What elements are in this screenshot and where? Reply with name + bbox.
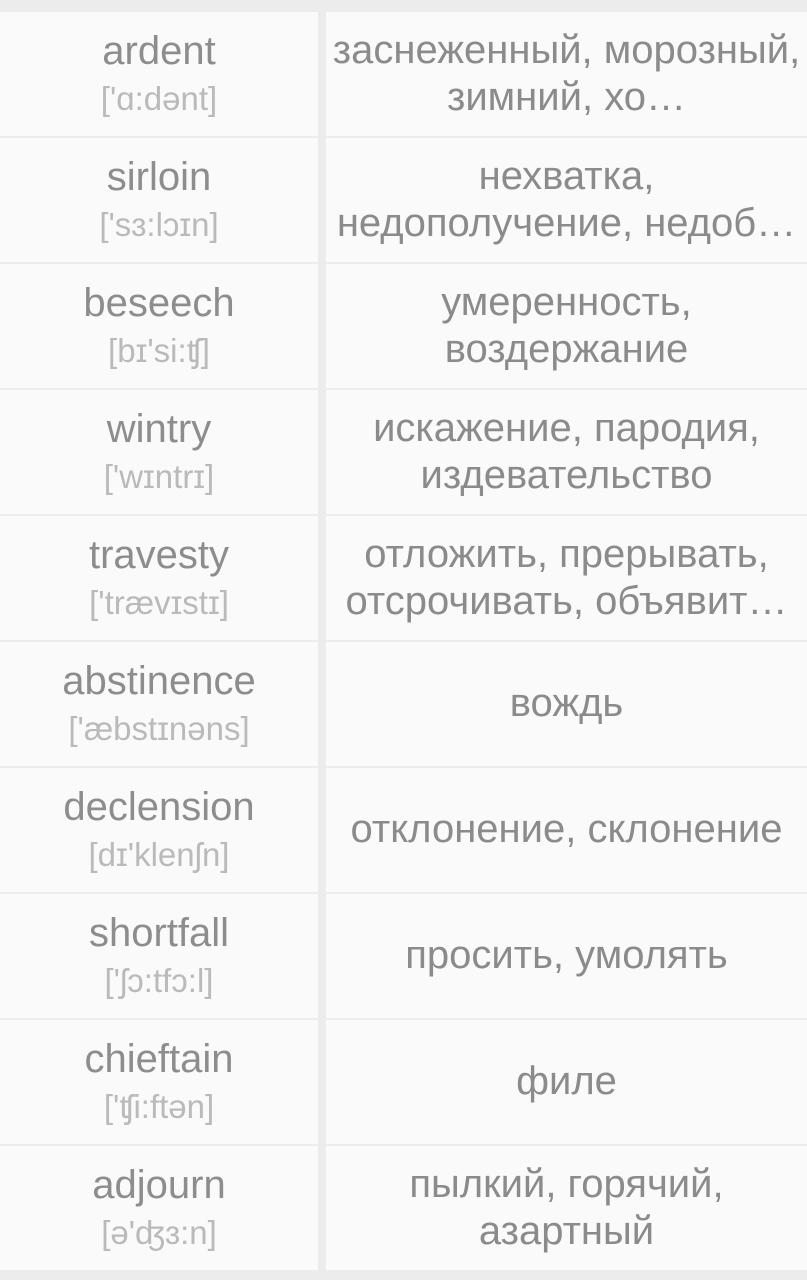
translation-text: пылкий, горячий, азартный [409,1161,724,1253]
word-transcription: ['wɪntrɪ] [103,457,215,495]
word-card[interactable] [0,138,318,262]
word-text: abstinence [62,659,256,704]
word-text: wintry [106,407,212,452]
translation-text: вождь [509,681,624,726]
match-row [0,390,807,514]
word-card[interactable] [0,642,318,766]
translation-text: филе [516,1059,617,1104]
word-transcription: [dɪ'klenʃn] [88,835,230,873]
word-transcription: ['ʃɔ:tfɔ:l] [104,961,214,999]
translation-card[interactable] [326,1020,807,1144]
word-card[interactable] [0,516,318,640]
match-row [0,1146,807,1270]
translation-card[interactable] [326,264,807,388]
translation-card[interactable] [326,642,807,766]
word-transcription: ['sɜ:lɔɪn] [99,205,219,243]
word-transcription: ['æbstɪnəns] [68,709,250,747]
translation-card[interactable] [326,516,807,640]
word-text: adjourn [92,1163,226,1208]
translation-card[interactable] [326,1146,807,1270]
translation-text: искажение, пародия, издевательство [373,405,760,497]
word-card[interactable] [0,12,318,136]
translation-text: умеренность, воздержание [441,279,692,371]
match-row [0,1020,807,1144]
word-transcription: [ə'ʤɜ:n] [101,1213,217,1251]
match-row [0,264,807,388]
translation-text: отклонение, склонение [350,807,783,852]
translation-text: отложить, прерывать, отсрочивать, объявит… [345,531,788,623]
translation-text: нехватка, недополучение, недоб… [336,153,797,245]
translation-text: заснеженный, морозный, зимний, хо… [332,27,801,119]
match-board [0,12,807,1270]
word-card[interactable] [0,264,318,388]
word-text: sirloin [106,155,212,200]
match-row [0,768,807,892]
word-text: travesty [88,533,230,578]
translation-card[interactable] [326,894,807,1018]
match-row [0,12,807,136]
match-row [0,894,807,1018]
word-card[interactable] [0,768,318,892]
word-text: beseech [83,281,235,326]
translation-card[interactable] [326,390,807,514]
translation-card[interactable] [326,12,807,136]
word-text: shortfall [88,911,230,956]
match-row [0,516,807,640]
match-row [0,138,807,262]
word-text: chieftain [84,1037,234,1082]
translation-text: просить, умолять [405,933,728,978]
word-card[interactable] [0,390,318,514]
word-transcription: ['ʧi:ftən] [103,1087,215,1125]
word-card[interactable] [0,1146,318,1270]
word-text: ardent [102,29,216,74]
match-row [0,642,807,766]
translation-card[interactable] [326,138,807,262]
word-text: declension [63,785,255,830]
word-transcription: ['ɑ:dənt] [100,79,218,117]
word-transcription: ['trævɪstɪ] [89,583,229,621]
word-card[interactable] [0,1020,318,1144]
word-transcription: [bɪ'si:ʧ] [108,331,210,369]
translation-card[interactable] [326,768,807,892]
word-card[interactable] [0,894,318,1018]
